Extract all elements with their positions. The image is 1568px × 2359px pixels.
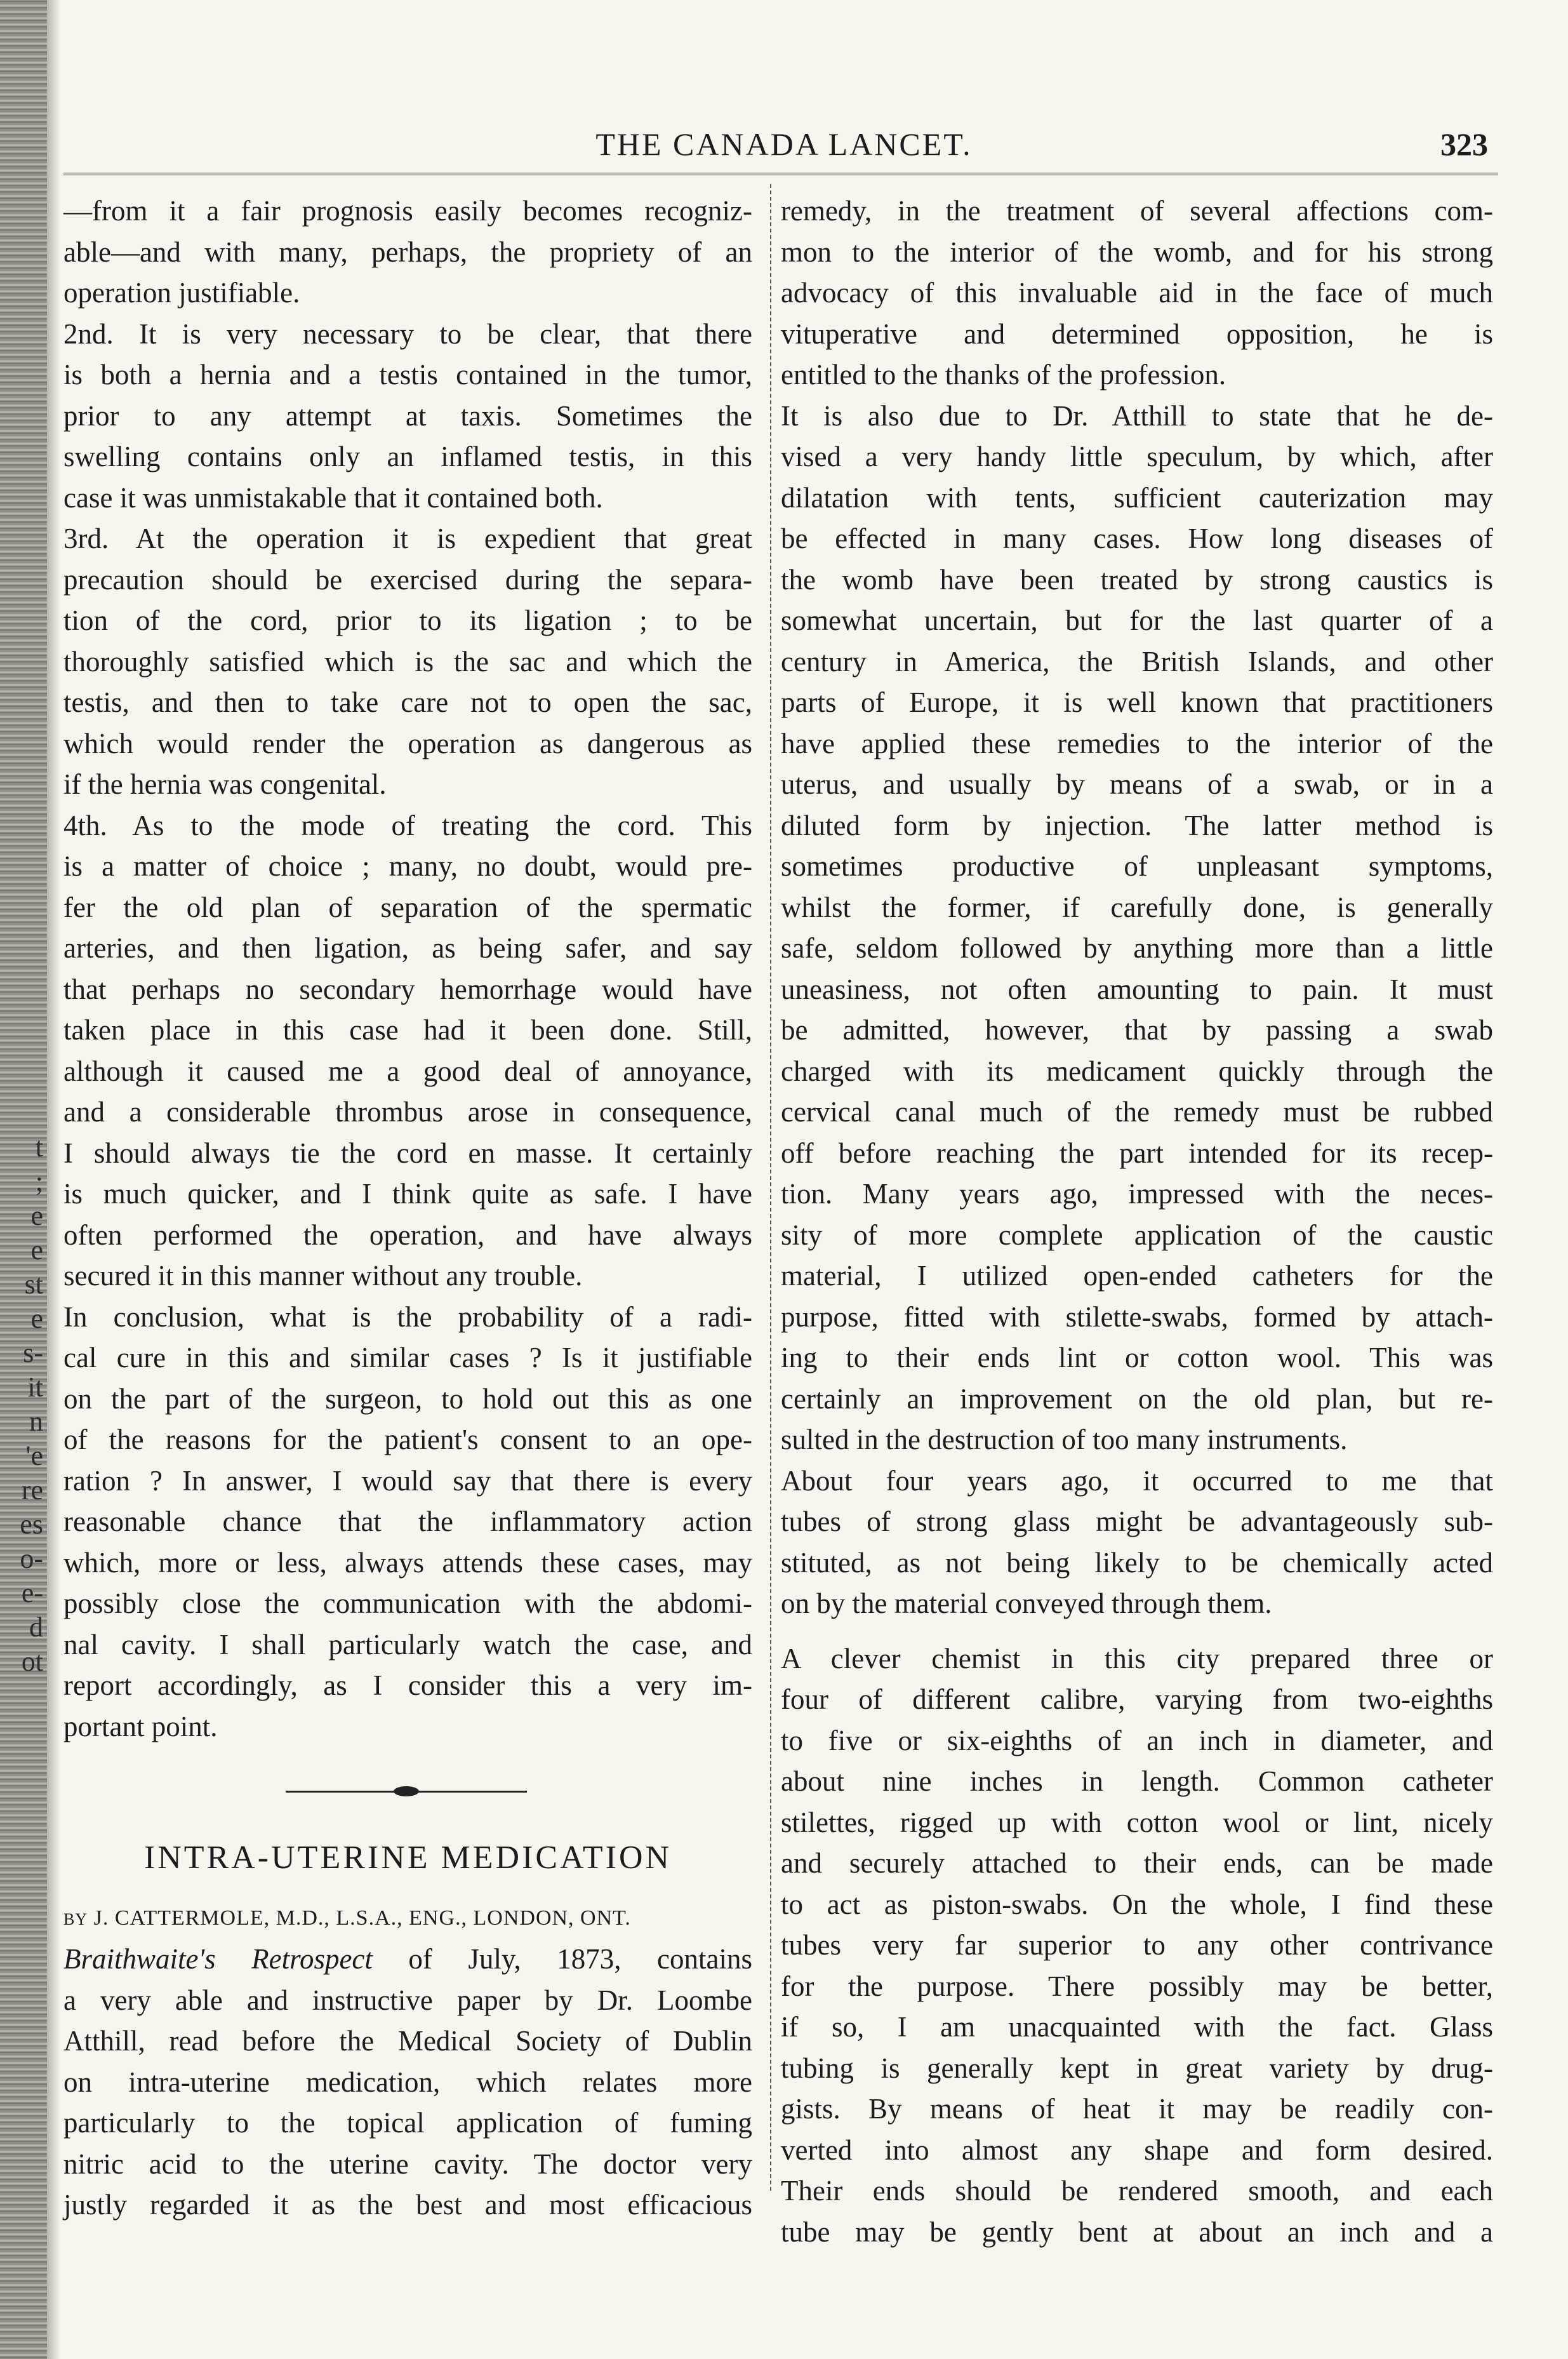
text-line: on intra-uterine medication, which relates more: [63, 2066, 752, 2098]
text-line: It is also due to Dr. Atthill to state that he de-: [781, 399, 1493, 432]
text-line: diluted form by injection. The latter method is: [781, 809, 1493, 841]
text-line: prior to any attempt at taxis. Sometimes the: [63, 399, 752, 432]
text-line: remedy, in the treatment of several affections com-: [781, 195, 1493, 227]
margin-fragment: es: [20, 1509, 43, 1540]
text-line: sometimes productive of unpleasant symptoms,: [781, 850, 1493, 882]
text-line: which, more or less, always attends these cases, may: [63, 1546, 752, 1579]
text-line: tubes of strong glass might be advantageously sub-: [781, 1506, 1493, 1537]
text-line: ration ? In answer, I would say that there is every: [63, 1464, 752, 1497]
text-line: material, I utilized open-ended catheters for the: [781, 1260, 1493, 1292]
text-line: Their ends should be rendered smooth, and each: [781, 2175, 1493, 2207]
text-line: is both a hernia and a testis contained in the tumor,: [63, 359, 752, 391]
text-line: certainly an improvement on the old plan, but re-: [781, 1382, 1493, 1415]
text-line: particularly to the topical application of fuming: [63, 2107, 752, 2139]
text-line: possibly close the communication with the abdomi-: [63, 1587, 752, 1619]
margin-fragment: st: [24, 1269, 43, 1300]
byline-author: J. CATTERMOLE, M.D., L.S.A., ENG., LONDON, ONT.: [93, 1906, 631, 1930]
text-line: 2nd. It is very necessary to be clear, that there: [63, 317, 752, 350]
text-line: operation justifiable.: [63, 277, 300, 309]
text-line: a very able and instructive paper by Dr. Loombe: [63, 1984, 752, 2016]
margin-fragment: ot: [21, 1646, 43, 1677]
text-line: A clever chemist in this city prepared three or: [781, 1642, 1493, 1674]
text-line: About four years ago, it occurred to me that: [781, 1464, 1493, 1497]
text-line: stilettes, rigged up with cotton wool or lint, nicely: [781, 1806, 1493, 1838]
text-line: purpose, fitted with stilette-swabs, formed by attach-: [781, 1300, 1493, 1333]
text-line: stituted, as not being likely to be chemically acted: [781, 1546, 1493, 1579]
page-number: 323: [1440, 126, 1488, 162]
text-line: uterus, and usually by means of a swab, or in a: [781, 768, 1493, 800]
text-line: secured it in this manner without any trouble.: [63, 1260, 583, 1292]
text-line: have applied these remedies to the interior of the: [781, 727, 1493, 759]
margin-fragment: d: [29, 1612, 43, 1643]
text-line: nal cavity. I shall particularly watch the case, and: [63, 1628, 752, 1661]
margin-fragment: t: [35, 1132, 43, 1163]
margin-fragment: re: [21, 1474, 43, 1506]
text-line: and a considerable thrombus arose in consequence,: [63, 1096, 752, 1128]
text-line: case it was unmistakable that it contained both.: [63, 481, 603, 514]
text-line: parts of Europe, it is well known that practitioners: [781, 686, 1493, 718]
text-line: entitled to the thanks of the profession.: [781, 359, 1226, 391]
text-line: dilatation with tents, sufficient cauterization may: [781, 481, 1493, 514]
text-line: taken place in this case had it been done. Still,: [63, 1014, 752, 1046]
text-line: able—and with many, perhaps, the propriety of an: [63, 236, 752, 268]
text-line: often performed the operation, and have always: [63, 1219, 752, 1251]
text-line: be admitted, however, that by passing a swab: [781, 1014, 1493, 1046]
text-line: if the hernia was congenital.: [63, 768, 387, 800]
journal-citation: Braithwaite's Retrospect: [63, 1943, 373, 1975]
text-line: justly regarded it as the best and most efficacious: [63, 2189, 752, 2221]
text-line: reasonable chance that the inflammatory action: [63, 1506, 752, 1537]
text-line: the womb have been treated by strong caustics is: [781, 563, 1493, 596]
text-line: that perhaps no secondary hemorrhage would have: [63, 973, 752, 1005]
text-line: to five or six-eighths of an inch in diameter, and: [781, 1724, 1493, 1756]
text-line: tubes very far superior to any other contrivance: [781, 1929, 1493, 1961]
text-line: arteries, and then ligation, as being safer, and say: [63, 932, 752, 964]
text-line: charged with its medicament quickly through the: [781, 1055, 1493, 1087]
text-line: of the reasons for the patient's consent to an ope-: [63, 1424, 752, 1455]
text-line: cal cure in this and similar cases ? Is it justifiable: [63, 1342, 752, 1373]
text-line: four of different calibre, varying from two-eighths: [781, 1683, 1493, 1715]
text-line: thoroughly satisfied which is the sac and which the: [63, 645, 752, 678]
text-line: is a matter of choice ; many, no doubt, would pre-: [63, 850, 752, 882]
header-rule: [63, 173, 1498, 175]
text-fragment: of July, 1873, contains: [372, 1943, 753, 1975]
text-line: if so, I am unacquainted with the fact. Glass: [781, 2011, 1493, 2043]
text-line: tube may be gently bent at about an inch and a: [781, 2215, 1493, 2248]
text-line: I should always tie the cord en masse. It certainly: [63, 1137, 752, 1169]
text-line: 3rd. At the operation it is expedient that great: [63, 523, 752, 554]
margin-fragment: e-: [21, 1577, 43, 1608]
margin-fragment: ;: [35, 1166, 43, 1197]
text-line: In conclusion, what is the probability of a radi-: [63, 1300, 752, 1333]
text-line: safe, seldom followed by anything more than a little: [781, 932, 1493, 964]
text-line: about nine inches in length. Common catheter: [781, 1765, 1493, 1797]
text-line: vituperative and determined opposition, he is: [781, 317, 1493, 350]
text-line: fer the old plan of separation of the spermatic: [63, 891, 752, 923]
text-line: Atthill, read before the Medical Society of Dublin: [63, 2025, 752, 2057]
right-column: [781, 190, 1493, 2252]
page-header: [76, 126, 1492, 170]
text-line: be effected in many cases. How long diseases of: [781, 523, 1493, 554]
column-divider: [770, 184, 771, 2191]
text-line: somewhat uncertain, but for the last quarter of a: [781, 605, 1493, 636]
text-line: to act as piston-swabs. On the whole, I find these: [781, 1888, 1493, 1920]
text-line: swelling contains only an inflamed testis, in this: [63, 441, 752, 472]
margin-fragment: n: [29, 1406, 43, 1437]
margin-fragment: s-: [23, 1337, 43, 1368]
text-line: verted into almost any shape and form desired.: [781, 2134, 1493, 2166]
text-line: sulted in the destruction of too many instruments.: [781, 1424, 1348, 1455]
text-line: 4th. As to the mode of treating the cord. This: [63, 809, 752, 841]
byline: [63, 1898, 752, 1939]
text-line: report accordingly, as I consider this a very im-: [63, 1669, 752, 1701]
section-ornament: [286, 1785, 527, 1798]
text-line: tion of the cord, prior to its ligation ; to be: [63, 605, 752, 636]
text-line: vised a very handy little speculum, by which, after: [781, 441, 1493, 472]
text-line: nitric acid to the uterine cavity. The doctor very: [63, 2148, 752, 2180]
text-line: cervical canal much of the remedy must be rubbed: [781, 1096, 1493, 1128]
text-line: testis, and then to take care not to open the sac,: [63, 686, 752, 718]
margin-fragments: [5, 1130, 43, 1679]
margin-fragment: it: [27, 1372, 43, 1403]
text-line: gists. By means of heat it may be readily con-: [781, 2093, 1493, 2125]
text-line: is much quicker, and I think quite as safe. I have: [63, 1178, 752, 1210]
byline-by: BY: [63, 1910, 88, 1928]
gutter-shadow: [47, 0, 61, 2359]
margin-fragment: 'e: [25, 1440, 43, 1471]
margin-fragment: e: [30, 1234, 43, 1266]
text-line: on by the material conveyed through them.: [781, 1587, 1272, 1619]
text-line: although it caused me a good deal of annoyance,: [63, 1055, 752, 1087]
text-line: [63, 1939, 752, 1980]
text-line: on the part of the surgeon, to hold out this as one: [63, 1382, 752, 1415]
text-line: precaution should be exercised during the separa-: [63, 563, 752, 596]
text-line: whilst the former, if carefully done, is generally: [781, 891, 1493, 923]
text-line: sity of more complete application of the caustic: [781, 1219, 1493, 1251]
text-line: —from it a fair prognosis easily becomes recogniz-: [63, 195, 752, 227]
text-line: uneasiness, not often amounting to pain. It must: [781, 973, 1493, 1005]
text-line: tubing is generally kept in great variety by drug-: [781, 2052, 1493, 2084]
text-line: advocacy of this invaluable aid in the face of much: [781, 277, 1493, 309]
text-line: which would render the operation as dangerous as: [63, 727, 752, 759]
text-line: for the purpose. There possibly may be better,: [781, 1970, 1493, 2002]
text-line: century in America, the British Islands, and other: [781, 645, 1493, 678]
margin-fragment: o-: [20, 1543, 43, 1574]
text-line: and securely attached to their ends, can be made: [781, 1847, 1493, 1879]
text-line: mon to the interior of the womb, and for his strong: [781, 236, 1493, 268]
text-line: off before reaching the part intended for its recep-: [781, 1137, 1493, 1169]
article-title: INTRA-UTERINE MEDICATION: [143, 1840, 672, 1876]
margin-fragment: e: [30, 1303, 43, 1334]
text-line: tion. Many years ago, impressed with the neces-: [781, 1178, 1493, 1210]
margin-fragment: e: [30, 1200, 43, 1231]
running-title: THE CANADA LANCET.: [595, 126, 973, 162]
text-line: ing to their ends lint or cotton wool. This was: [781, 1342, 1493, 1373]
left-column: [63, 190, 752, 2226]
text-line: portant point.: [63, 1710, 218, 1742]
